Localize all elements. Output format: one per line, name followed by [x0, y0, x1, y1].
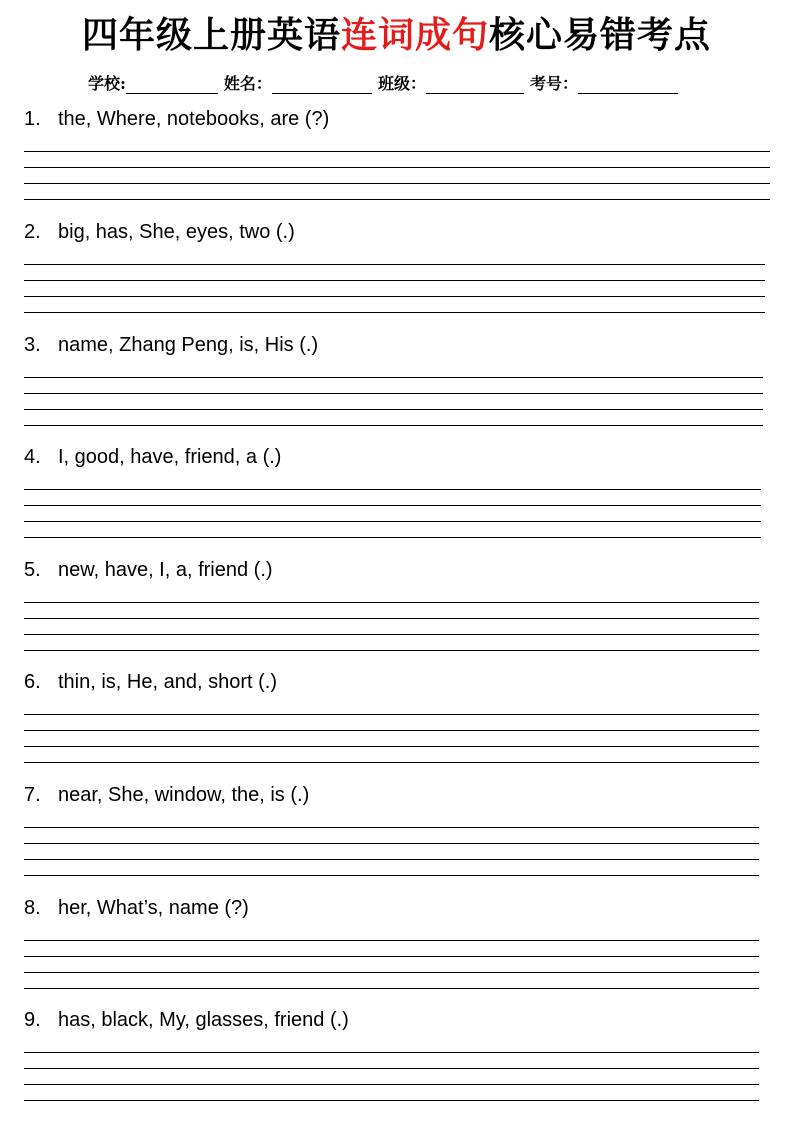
answer-line — [24, 1084, 759, 1085]
answer-line — [24, 199, 770, 200]
question-3 — [24, 334, 318, 357]
answer-line — [24, 650, 759, 651]
school-label: 学校: — [88, 74, 126, 93]
question-text: thin, is, He, and, short (.) — [58, 671, 277, 693]
answer-line — [24, 537, 761, 538]
answer-line — [24, 1100, 759, 1101]
question-text: the, Where, notebooks, are (?) — [58, 108, 330, 130]
title-highlight: 连词成句 — [340, 15, 489, 56]
answer-line — [24, 151, 770, 152]
answer-line — [24, 377, 763, 378]
question-number: 1. — [24, 108, 41, 130]
question-7 — [24, 784, 309, 807]
class-field[interactable] — [426, 73, 524, 94]
question-number: 3. — [24, 334, 41, 356]
answer-line — [24, 602, 759, 603]
question-1 — [24, 108, 329, 131]
answer-line — [24, 618, 759, 619]
title-part-2: 核心易错考点 — [489, 15, 712, 56]
question-text: has, black, My, glasses, friend (.) — [58, 1009, 349, 1031]
answer-line — [24, 730, 759, 731]
answer-line — [24, 489, 761, 490]
question-number: 2. — [24, 221, 41, 243]
answer-line — [24, 409, 763, 410]
question-8 — [24, 897, 249, 920]
answer-line — [24, 264, 765, 265]
answer-line — [24, 988, 759, 989]
question-number: 4. — [24, 446, 41, 468]
exam-number-field[interactable] — [578, 73, 678, 94]
question-number: 5. — [24, 559, 41, 581]
answer-line — [24, 972, 759, 973]
answer-line — [24, 425, 763, 426]
answer-line — [24, 280, 765, 281]
answer-line — [24, 183, 770, 184]
question-number: 8. — [24, 897, 41, 919]
answer-line — [24, 634, 759, 635]
school-field[interactable] — [126, 73, 218, 94]
answer-line — [24, 940, 759, 941]
answer-line — [24, 521, 761, 522]
name-label: 姓名： — [223, 74, 272, 93]
question-text: near, She, window, the, is (.) — [58, 784, 310, 806]
student-info-row — [88, 66, 684, 94]
answer-line — [24, 296, 765, 297]
title-part-1: 四年级上册英语 — [81, 15, 341, 56]
answer-line — [24, 762, 759, 763]
exam-number-label: 考号： — [529, 74, 578, 93]
answer-line — [24, 843, 759, 844]
answer-line — [24, 827, 759, 828]
answer-line — [24, 859, 759, 860]
question-9 — [24, 1009, 349, 1032]
question-text: I, good, have, friend, a (.) — [58, 446, 282, 468]
question-text: name, Zhang Peng, is, His (.) — [58, 334, 319, 356]
answer-line — [24, 312, 765, 313]
question-4 — [24, 446, 281, 469]
answer-line — [24, 505, 761, 506]
answer-line — [24, 393, 763, 394]
class-label: 班级： — [377, 74, 426, 93]
answer-line — [24, 1068, 759, 1069]
question-5 — [24, 559, 273, 582]
answer-line — [24, 1052, 759, 1053]
answer-line — [24, 167, 770, 168]
answer-line — [24, 714, 759, 715]
question-number: 6. — [24, 671, 41, 693]
question-2 — [24, 221, 295, 244]
question-text: big, has, She, eyes, two (.) — [58, 221, 295, 243]
question-6 — [24, 671, 277, 694]
page-title — [0, 8, 793, 64]
answer-line — [24, 875, 759, 876]
question-number: 7. — [24, 784, 41, 806]
answer-line — [24, 746, 759, 747]
question-text: new, have, I, a, friend (.) — [58, 559, 273, 581]
answer-line — [24, 956, 759, 957]
question-number: 9. — [24, 1009, 41, 1031]
question-text: her, What’s, name (?) — [58, 897, 249, 919]
name-field[interactable] — [272, 73, 372, 94]
